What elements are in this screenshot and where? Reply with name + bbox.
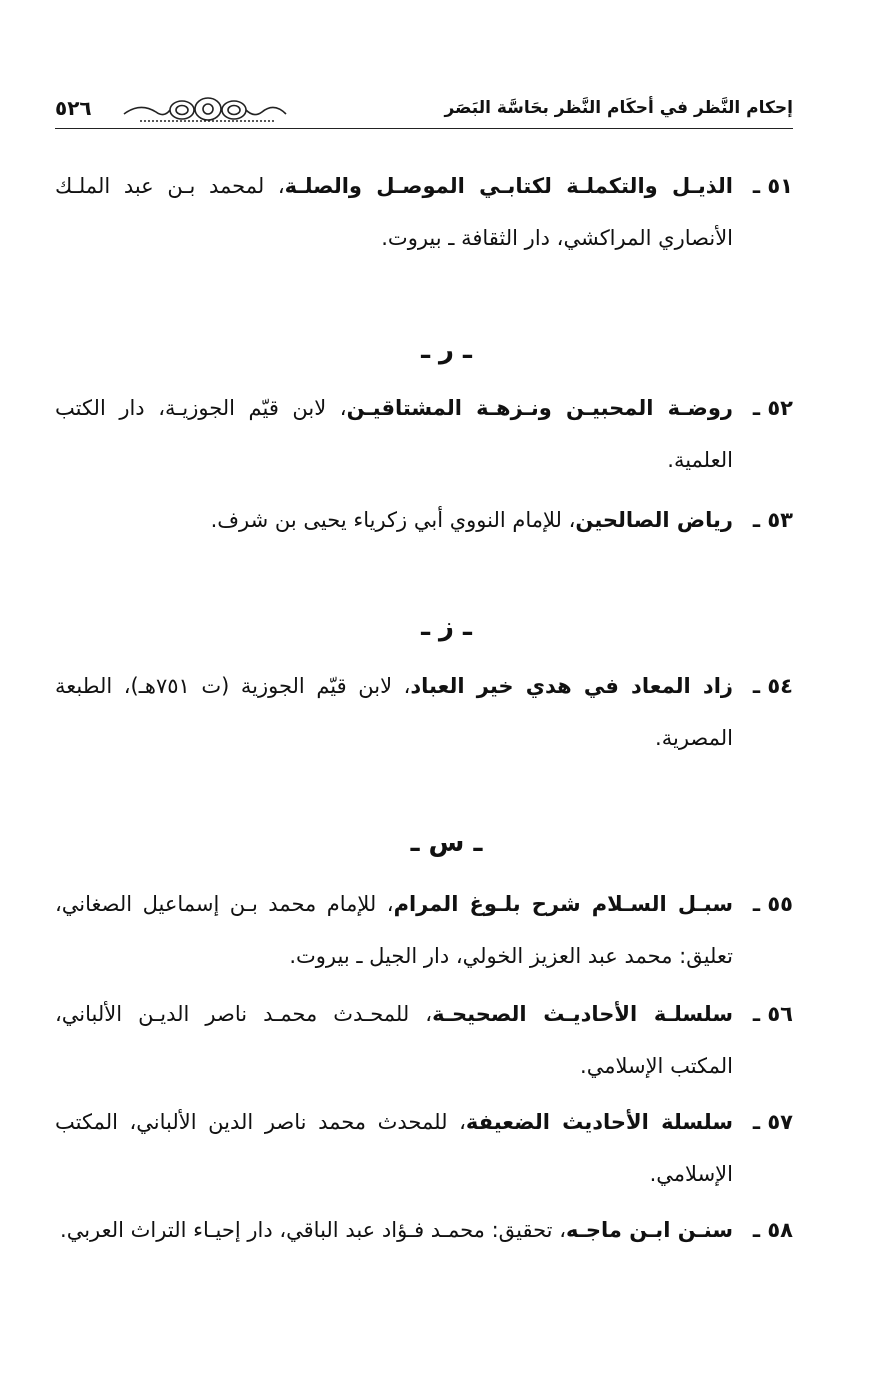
- header-rule: [55, 128, 793, 129]
- bibliography-entry: [55, 878, 793, 982]
- entry-number: ٥٤ ـ: [752, 674, 793, 698]
- entry-title: الذيـل والتكملـة لكتابـي الموصـل والصلـة: [284, 174, 733, 198]
- page-number: ٥٢٦: [55, 96, 92, 120]
- entry-number: ٥٦ ـ: [752, 1002, 793, 1026]
- entry-title: رياض الصالحين: [575, 508, 733, 532]
- entry-details: ، لابن قيّم الجوزية (ت ٧٥١هـ)، الطبعة المصرية.: [55, 674, 733, 750]
- entry-number: ٥٨ ـ: [752, 1218, 793, 1242]
- section-letter-heading: ـ ز ـ: [421, 612, 472, 642]
- entry-title: سلسلة الأحاديث الضعيفة: [465, 1110, 734, 1134]
- section-letter-heading: ـ س ـ: [410, 828, 483, 858]
- entry-number: ٥٣ ـ: [752, 508, 793, 532]
- entry-number: ٥٥ ـ: [752, 892, 793, 916]
- entry-title: زاد المعاد في هدي خير العباد: [410, 674, 733, 698]
- entry-details: ، للمحـدث محمـد ناصر الديـن الألباني، المكتب الإسلامي.: [55, 1002, 733, 1078]
- entry-details: ، للإمام محمد بـن إسماعيل الصغاني، تعليق: محمد عبد العزيز الخولي، دار الجيل ـ بيروت.: [55, 892, 733, 968]
- entry-title: سبـل السـلام شرح بلـوغ المرام: [393, 892, 733, 916]
- entry-details: ، للإمام النووي أبي زكرياء يحيى بن شرف.: [210, 508, 576, 532]
- decorative-header-ornament-icon: [120, 94, 290, 124]
- entry-title: سنـن ابـن ماجـه: [565, 1218, 733, 1242]
- entry-number: ٥١ ـ: [752, 174, 793, 198]
- entry-title: سلسلـة الأحاديـث الصحيحـة: [432, 1002, 733, 1026]
- entry-details: ، لمحمد بـن عبد الملـك الأنصاري المراكشي، دار الثقافة ـ بيروت.: [55, 174, 733, 250]
- bibliography-entry: [55, 382, 793, 486]
- bibliography-entry: [55, 988, 793, 1092]
- bibliography-entry: [55, 1096, 793, 1200]
- running-header: [55, 92, 793, 128]
- bibliography-entry: [55, 160, 793, 264]
- entry-title: روضـة المحبيـن ونـزهـة المشتاقيـن: [346, 396, 733, 420]
- bibliography-entry: [55, 494, 793, 546]
- running-title: إحكام النَّظر في أحكَام النَّظر بحَاسَّة البَصَر: [444, 98, 793, 118]
- bibliography-entry: [55, 660, 793, 764]
- section-letter-heading: ـ ر ـ: [421, 335, 472, 365]
- entry-details: ، تحقيق: محمـد فـؤاد عبد الباقي، دار إحيـاء التراث العربي.: [60, 1218, 566, 1242]
- entry-number: ٥٢ ـ: [752, 396, 793, 420]
- entry-details: ، لابن قيّم الجوزيـة، دار الكتب العلمية.: [55, 396, 733, 472]
- entry-number: ٥٧ ـ: [752, 1110, 793, 1134]
- bibliography-entry: [55, 1204, 793, 1256]
- entry-details: ، للمحدث محمد ناصر الدين الألباني، المكتب الإسلامي.: [55, 1110, 733, 1186]
